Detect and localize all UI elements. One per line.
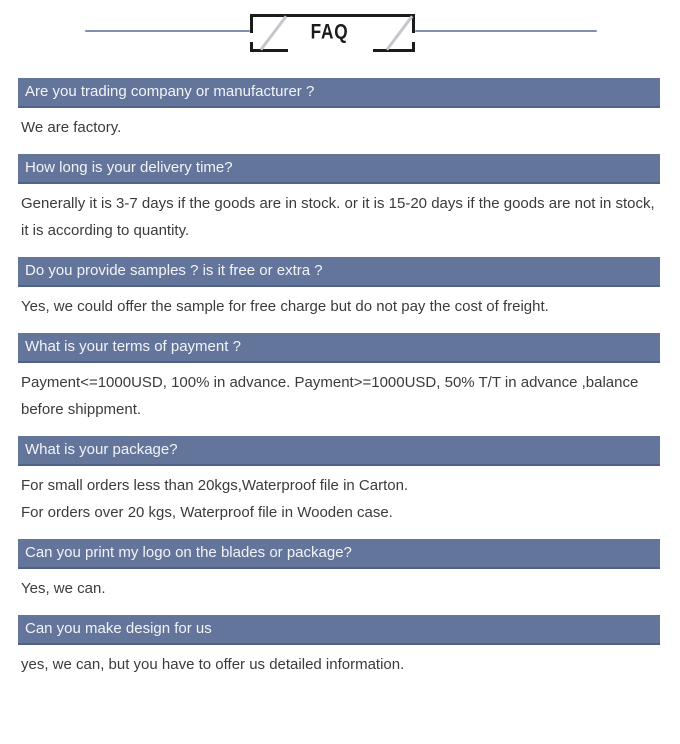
- faq-item-3: [18, 257, 660, 333]
- faq-question-bar: [18, 154, 660, 184]
- header-rule-left: [85, 30, 250, 32]
- title-box-border-bottom-left: [250, 49, 288, 52]
- faq-answer: [18, 287, 660, 333]
- faq-question-text: What is your terms of payment ?: [25, 338, 241, 355]
- faq-list: [18, 78, 660, 691]
- faq-answer-line: it is according to quantity.: [21, 222, 190, 239]
- faq-answer: [18, 108, 660, 154]
- faq-question-text: How long is your delivery time?: [25, 159, 233, 176]
- faq-question-bar: [18, 257, 660, 287]
- faq-answer: [18, 466, 660, 539]
- faq-title-box: [250, 14, 415, 52]
- faq-answer: [18, 645, 660, 691]
- faq-answer-line: We are factory.: [21, 119, 122, 136]
- faq-question-bar: [18, 436, 660, 466]
- faq-item-7: [18, 615, 660, 691]
- faq-answer: [18, 569, 660, 615]
- faq-question-text: Do you provide samples ? is it free or extra ?: [25, 262, 323, 279]
- faq-answer-line: Yes, we can.: [21, 580, 106, 597]
- faq-item-1: [18, 78, 660, 154]
- faq-answer: [18, 184, 660, 257]
- faq-item-4: [18, 333, 660, 436]
- faq-question-bar: [18, 615, 660, 645]
- faq-answer-line: Yes, we could offer the sample for free charge but do not pay the cost of freight.: [21, 298, 549, 315]
- faq-answer-line: Payment<=1000USD, 100% in advance. Payment>=1000USD, 50% T/T in advance ,balance: [21, 374, 639, 391]
- title-box-border-left-top: [250, 14, 253, 33]
- faq-answer-line: before shippment.: [21, 401, 142, 418]
- faq-answer-line: Generally it is 3-7 days if the goods are in stock. or it is 15-20 days if the goods are not in stock,: [21, 195, 655, 212]
- title-box-border-bottom-right: [373, 49, 415, 52]
- faq-question-text: What is your package?: [25, 441, 178, 458]
- faq-item-2: [18, 154, 660, 257]
- faq-answer-line: For small orders less than 20kgs,Waterproof file in Carton.: [21, 477, 409, 494]
- faq-question-bar: [18, 539, 660, 569]
- faq-item-5: [18, 436, 660, 539]
- faq-question-bar: [18, 78, 660, 108]
- header-rule-right: [415, 30, 597, 32]
- title-box-border-top: [250, 14, 415, 17]
- page-title: FAQ: [310, 20, 349, 44]
- faq-answer-line: For orders over 20 kgs, Waterproof file in Wooden case.: [21, 504, 393, 521]
- faq-answer: [18, 363, 660, 436]
- faq-question-text: Can you make design for us: [25, 620, 212, 637]
- faq-question-text: Can you print my logo on the blades or package?: [25, 544, 352, 561]
- faq-answer-line: yes, we can, but you have to offer us detailed information.: [21, 656, 405, 673]
- faq-header: [0, 0, 680, 78]
- faq-question-bar: [18, 333, 660, 363]
- faq-item-6: [18, 539, 660, 615]
- faq-question-text: Are you trading company or manufacturer ?: [25, 83, 315, 100]
